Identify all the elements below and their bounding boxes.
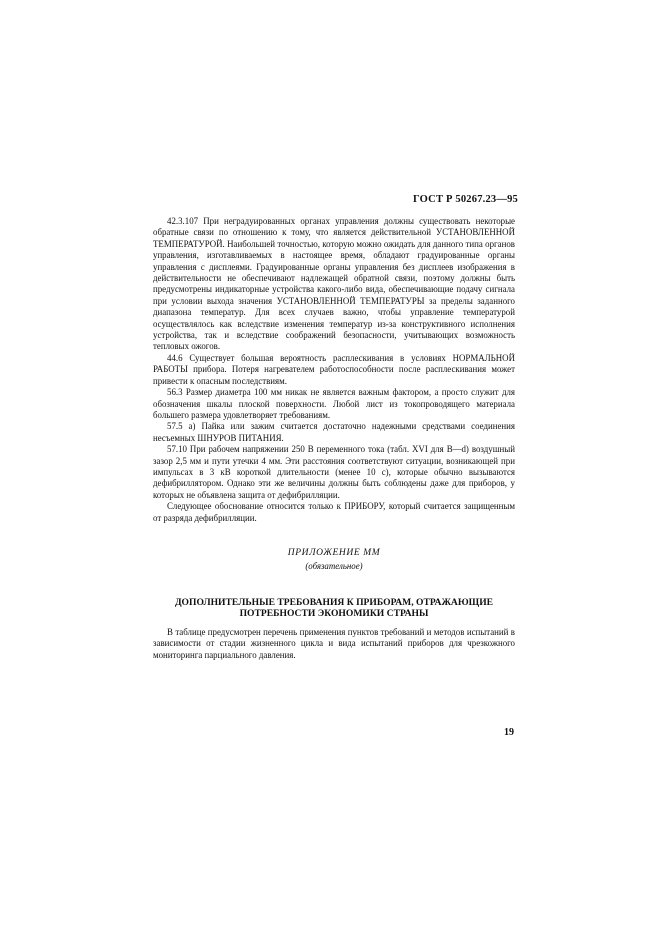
appendix-heading-line-1: ДОПОЛНИТЕЛЬНЫЕ ТРЕБОВАНИЯ К ПРИБОРАМ, ОТРАЖАЮЩИЕ	[174, 597, 494, 608]
appendix-title: ПРИЛОЖЕНИЕ ММ	[287, 548, 381, 558]
standard-number: ГОСТ Р 50267.23—95	[413, 194, 518, 205]
paragraph-42-3-107: 42.3.107 При неградуированных органах управления должны существовать некоторые обратные связи по отношению к тому, что является действительной УСТАНОВЛЕННОЙ ТЕМПЕРАТУРОЙ. Наибольшей точностью, которую можно ожидать для данного типа органов управления, изготавливаемых в настоящее время, обладают градуированные органы управления с дисплеями. Градуированные органы управления без дисплеев изображения в действительности не обеспечивают надлежащей обратной связи, поэтому должны быть предусмотрены индикаторные устройства какого-либо вида, обеспечивающие подачу сигнала при условии выхода значения УСТАНОВЛЕННОЙ ТЕМПЕРАТУРЫ за пределы заданного диапазона температур. Для всех случаев важно, чтобы управление температурой осуществлялось как вследствие изменения температур из-за конструктивного исполнения устройства, так и вследствие соображений безопасности, учитывающих возможность тепловых ожогов.	[153, 216, 515, 352]
page-number: 19	[504, 727, 514, 738]
paragraph-56-3: 56.3 Размер диаметра 100 мм никак не является важным фактором, а просто служит для обозначения шкалы плоской поверхности. Любой лист из токопроводящего материала большего размера удовлетворяет требованиям.	[153, 387, 515, 420]
rationale-text	[153, 216, 515, 524]
appendix-heading-line-2: ПОТРЕБНОСТИ ЭКОНОМИКИ СТРАНЫ	[239, 608, 429, 619]
paragraph-57-10: 57.10 При рабочем напряжении 250 В переменного тока (табл. XVI для В—d) воздушный зазор 2,5 мм и пути утечки 4 мм. Эти расстояния соответствуют ситуации, возникающей при импульсах в 3 кВ короткой длительности (менее 10 с), которые обычно вызываются дефибриллятором. Однако эти же величины должны быть соблюдены даже для приборов, у которых не объявлена защита от дефибрилляции.	[153, 444, 515, 500]
appendix-heading	[153, 597, 515, 619]
appendix-intro: В таблице предусмотрен перечень применения пунктов требований и методов испытаний в зависимости от стадии жизненного цикла и вида испытаний приборов для чрезкожного мониторинга парциального давления.	[153, 627, 515, 660]
paragraph-57-5: 57.5 а) Пайка или зажим считается достаточно надежными средствами соединения несъемных ШНУРОВ ПИТАНИЯ.	[153, 421, 515, 443]
paragraph-44-6: 44.6 Существует большая вероятность расплескивания в условиях НОРМАЛЬНОЙ РАБОТЫ прибора. Потеря нагревателем работоспособности после расплескивания может привести к опасным последствиям.	[153, 352, 515, 386]
appendix-subtitle: (обязательное)	[305, 561, 363, 571]
paragraph-defibrillation-note: Следующее обоснование относится только к ПРИБОРУ, который считается защищенным от разряда дефибрилляции.	[153, 501, 515, 523]
